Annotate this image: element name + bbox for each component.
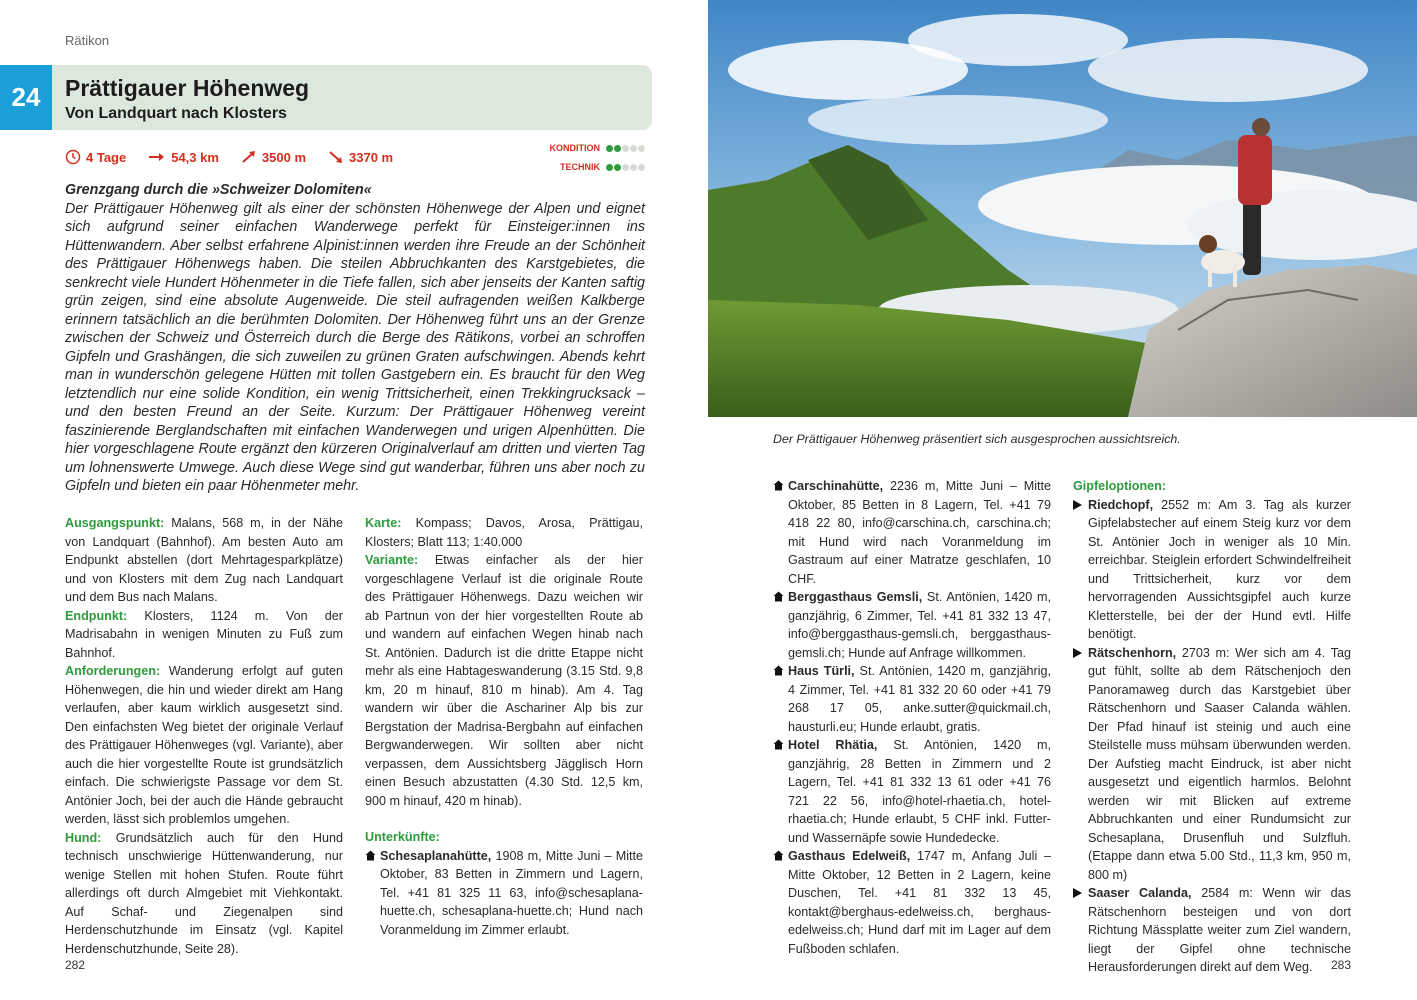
peak-text: 2703 m: Wer sich am 4. Tag gut fühlt, sollte ab dem Rätschenjoch den Panoramaweg durch das Karstgebiet über Rätschenhorn und Saaser Calanda wählen. Der Pfad hinauf ist steinig und auch eine Steilstelle muss mühsam überwunden werden. Der Aufstieg macht Eindruck, ist aber nicht ausgesetzt und eigentlich harmlos. Belohnt werden wir mit Blicken auf extreme Abbruchkanten und einer Rundumsicht zur Schesaplana, Drusenfluh und Sulzfluh. (Etappe dann etwa 5.00 Std., 11,3 km, 950 m, 800 m) [1088,645,1352,882]
peak-entry [1073,496,1351,644]
peaks-column [1073,477,1351,977]
info-entry [65,607,343,663]
accommodation-heading: Unterkünfte: [365,830,440,844]
triangle-bullet-icon [1073,500,1082,510]
landscape-photo [708,0,1417,417]
distance-stat [148,150,219,165]
rating-dot [638,145,645,152]
page-number-right: 283 [1331,958,1352,972]
duration-stat [65,149,126,165]
info-label: Karte: [365,516,402,530]
mountain-photo-illustration [708,0,1417,417]
info-entry [365,514,643,551]
page-title: Prättigauer Höhenweg [65,75,310,101]
peak-name: Rätschenhorn, [1088,645,1177,660]
peak-text: 2552 m: Am 3. Tag als kurzer Gipfelabstecher auf einem Steig kurz vor dem St. Antönier Joch in weniger als 10 Min. erreichbar. Steiglein erfordert Schwindelfreiheit und Trittsicherheit, kurz vor dem hervorragenden Aussichtsgipfel auch kurze Kletterstelle, bei der der Hund evtl. Hilfe benötigt. [1088,497,1351,641]
stage-number-badge: 24 [0,65,52,130]
kondition-label: KONDITION [549,143,600,153]
house-icon [773,850,784,861]
rating-dot [638,164,645,171]
hut-name: Schesaplanahütte, [380,848,492,863]
photo-caption: Der Prättigauer Höhenweg präsentiert sich ausgesprochen aussichtsreich. [773,432,1181,446]
running-head: Rätikon [65,33,110,48]
hut-entry [365,847,643,940]
triangle-bullet-icon [1073,648,1082,658]
hut-text: 2236 m, Mitte Juni – Mitte Oktober, 85 Betten in 8 Lagern, Tel. +41 79 418 22 80, info@carschina.ch, carschina.ch; mit Hund wird nach Voranmeldung im Gastraum auf einer Matratze geschlafen, 10 CHF. [788,479,1051,586]
info-entry [365,551,643,810]
technik-dots [605,164,645,171]
info-text: Grundsätzlich auch für den Hund technisch unschwierige Hüttenwanderung, nur wenige Stellen mit hohen Stufen. Route führt allerdings oft durch Almgebiet mit Viehkontakt. Auf Schaf- und Ziegenalpen sind Herdenschutzhunde im Einsatz (vgl. Kapitel Herdenschutzhunde, Seite 28). [65,830,344,956]
rating-dot [614,145,621,152]
house-icon [773,480,784,491]
rating-dot [622,145,629,152]
title-bar [52,65,652,130]
peak-entry [1073,884,1351,977]
peaks-heading: Gipfeloptionen: [1073,479,1167,493]
intro-block [65,181,645,496]
rating-dot [630,164,637,171]
duration-value: 4 Tage [86,149,127,165]
peak-name: Riedchopf, [1088,497,1154,512]
peak-entry [1073,644,1351,885]
info-text: Klosters, 1124 m. Von der Madrisabahn in wenigen Minuten zu Fuß zum Bahnhof. [65,608,343,660]
technik-label: TECHNIK [560,162,600,172]
arrow-right-icon [148,151,166,163]
peak-text: 2584 m: Wenn wir das Rätschenhorn besteigen und von dort Richtung Mässplatte weiter zum Ziel wandern, liegt der Gipfel ohne technische Herausforderungen direkt auf dem Weg. [1088,886,1351,974]
info-text: Kompass; Davos, Arosa, Prättigau, Klosters; Blatt 113; 1:40.000 [365,516,644,549]
hut-entry [773,477,1051,588]
info-label: Endpunkt: [65,608,128,623]
rating-dot [606,145,613,152]
house-icon [773,739,784,750]
intro-heading: Grenzgang durch die »Schweizer Dolomiten« [65,182,372,198]
ascent-stat [241,150,306,165]
descent-value: 3370 m [349,149,394,165]
peak-name: Saaser Calanda, [1088,886,1192,900]
hut-entry [773,588,1051,662]
rating-dot [614,164,621,171]
rating-kondition [520,142,645,154]
page-number-left: 282 [65,958,86,972]
hut-entry [773,662,1051,736]
page-subtitle: Von Landquart nach Klosters [65,105,287,122]
info-column-2 [365,514,643,939]
rating-dot [606,164,613,171]
clock-icon [65,149,81,165]
arrow-up-icon [241,150,257,164]
hut-name: Gasthaus Edelweiß, [788,849,911,863]
hut-text: 1747 m, Anfang Juli – Mitte Oktober, 12 Betten in 2 Lagern, keine Duschen, Tel. +41 81 332 13 45, kontakt@berghaus-edelweiss.ch, berghaus-edelweiss.ch; Hund darf mit im Lager auf dem Fußboden schlafen. [788,849,1052,956]
info-label: Variante: [365,553,419,567]
info-text: Etwas einfacher als der hier vorgeschlagene Verlauf ist die originale Route des Prättigauer Höhenwegs. Dazu weichen wir ab Partnun von der hier vorgestellten Route ab und wandern auf einfachen Wegen hinab nach St. Antönien. Dadurch ist die dritte Etappe nicht mehr als eine Habtageswanderung (3.15 Std. 9,8 km, 20 m hinauf, 810 m hinab). Am 4. Tag wandern wir über die Aschariner Alp bis zur Bergstation der Madrisa-Bergbahn auf einfachen Bergwanderwegen. Wir sollten aber nicht verpassen, dem Aussichtsberg Jägglisch Horn einen Besuch abzustatten (4.30 Std. 12,5 km, 900 m hinauf, 420 m hinab). [365,553,644,808]
info-entry [65,662,343,829]
rating-dot [622,164,629,171]
info-column-1 [65,514,343,958]
info-text: Malans, 568 m, in der Nähe von Landquart (Bahnhof). Am besten Auto am Endpunkt abstellen (dort Mehrtagesparkplätze) und von Klosters mit dem Zug nach Landquart und dem Bus nach Malans. [65,516,343,604]
house-icon [773,665,784,676]
info-label: Anforderungen: [65,664,161,678]
hut-name: Hotel Rhätia, [788,738,878,752]
hut-name: Haus Türli, [788,664,855,678]
distance-value: 54,3 km [171,149,219,165]
info-entry [65,829,343,959]
info-label: Hund: [65,830,102,845]
hut-entry [773,736,1051,847]
hut-text: 1908 m, Mitte Juni – Mitte Oktober, 83 Betten in Zimmern und Lagern, Tel. +41 81 325 11 63, info@schesaplana-huette.ch, schesaplana-huette.ch; Hund nach Voranmeldung im Zimmer erlaubt. [380,848,643,937]
hut-name: Berggasthaus Gemsli, [788,590,923,604]
hut-entry [773,847,1051,958]
hut-text: St. Antönien, 1420 m, ganzjährig, 4 Zimmer, Tel. +41 81 332 20 60 oder +41 79 268 17 05, anke.sutter@quickmail.ch, hausturli.eu; Hunde erlaubt, gratis. [788,664,1052,734]
intro-text: Der Prättigauer Höhenweg gilt als einer der schönsten Höhenwege der Alpen und eignet sich aufgrund seiner einfachen Wanderwege perfekt für Einsteiger:innen ins Hüttenwandern. Aber selbst erfahrene Alpinist:innen werden ihre Freude an der Schönheit des Prättigauer Höhenwegs haben. Die steilen Abbruchkanten des Karstgebietes, die senkrecht viele Hundert Höhenmeter in die Tiefe fallen, sich aber jenseits der Kanten saftig grün zeigen, sind eine absolute Augenweide. Die steil aufragenden weißen Kalkberge erinnern tatsächlich an die berühmten Dolomiten. Der Höhenweg führt uns an der Grenze zwischen der Schweiz und Österreich durch die Berge des Rätikons, vorbei an schroffen Gipfeln und Grashängen, die sich zuweilen zu grünen Graten aufschwingen. Abends kehrt man in wunderschön gelegene Hütten mit tollen Gastgebern ein. Es braucht für den Weg letztendlich nur eine solide Kondition, ein wenig Trittsicherheit, einen Trekkingrucksack – und den besten Freund an der Seite. Kurzum: Der Prättigauer Höhenweg vereint faszinierende Berglandschaften mit einfachen Wanderwegen und urigen Alpenhütten. Die hier vorgeschlagene Route ergänzt den kürzeren Originalverlauf am dritten und vierten Tag um lohnenswerte Umwege. Auch diese Wege sind gut wanderbar, führen uns aber noch zu Gipfeln und bieten ein paar Höhenmeter mehr. [65,200,645,494]
rating-dot [630,145,637,152]
accommodation-column [773,477,1051,958]
triangle-bullet-icon [1073,888,1082,898]
ascent-value: 3500 m [261,149,307,165]
stats-bar [65,147,415,167]
rating-technik [520,161,645,173]
house-icon [773,591,784,602]
hut-text: St. Antönien, 1420 m, ganzjährig, 28 Betten in Zimmern und 2 Lagern, Tel. +41 81 332 13 61 oder +41 76 721 22 56, info@hotel-rhaetia.ch, hotel-rhaetia.ch; Hunde erlaubt, 5 CHF inkl. Futter- und Wassernäpfe sowie Hundedecke. [788,738,1051,845]
info-label: Ausgangspunkt: [65,516,165,530]
info-text: Wanderung erfolgt auf guten Höhenwegen, die hin und wieder direkt am Hang verlaufen, aber kaum wirklich ausgesetzt sind. Den einfachsten Weg bietet der originale Verlauf des Prättigauer Höhenweges (vgl. Variante), aber auch die hier vorgestellte Route ist grundsätzlich einfach. Die schwierigste Passage vor dem St. Antönier Joch, bei der auch die Hände gebraucht werden, lässt sich problemlos umgehen. [65,664,343,826]
arrow-down-icon [328,150,344,164]
hut-name: Carschinahütte, [788,479,884,493]
house-icon [365,850,376,861]
info-entry [65,514,343,607]
hut-text: St. Antönien, 1420 m, ganzjährig, 6 Zimmer, Tel. +41 81 332 13 47, info@berggasthaus-gemsli.ch, berggasthaus-gemsli.ch; Hunde auf Anfrage willkommen. [788,590,1051,660]
descent-stat [328,150,393,165]
kondition-dots [605,145,645,152]
